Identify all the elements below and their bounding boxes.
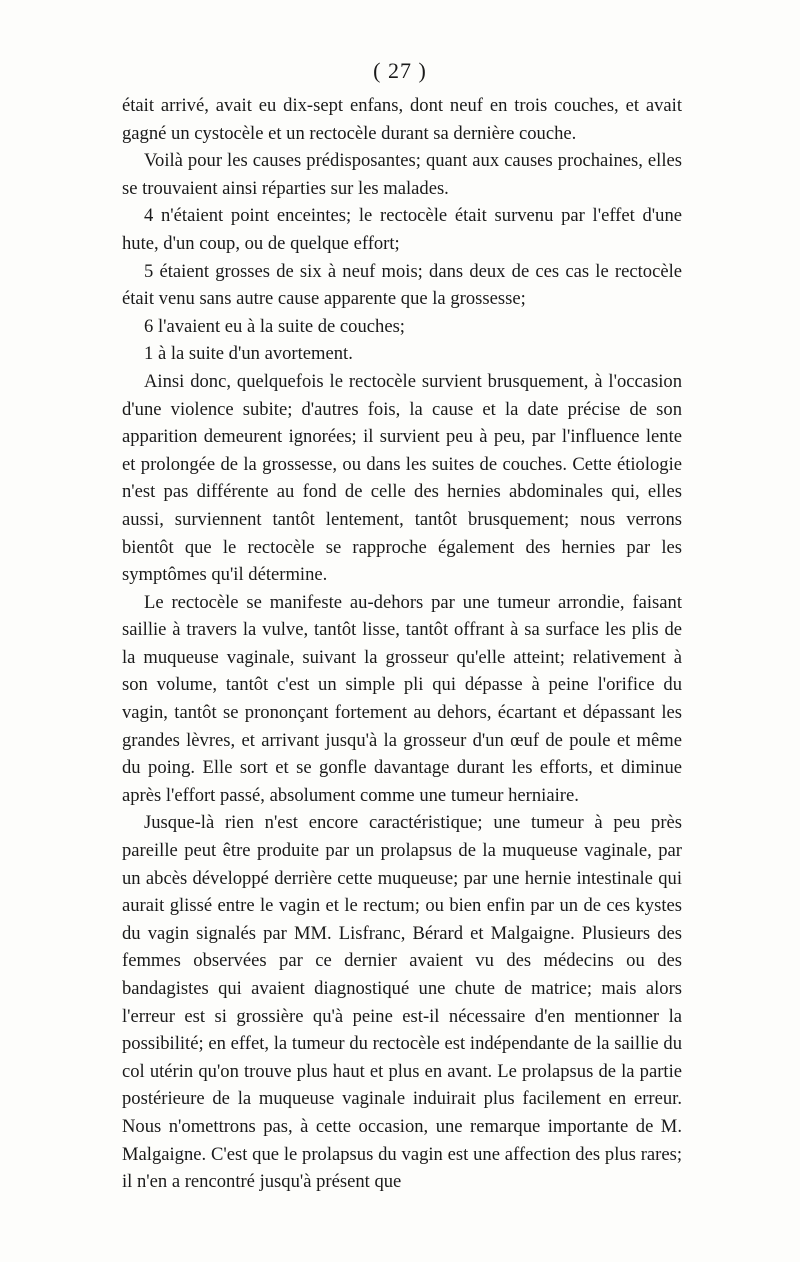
page-number: ( 27 ) xyxy=(373,58,427,83)
paragraph: Ainsi donc, quelquefois le rectocèle survient brusquement, à l'occasion d'une violence subite; d'autres fois, la cause et la date précise de son apparition demeurent ignorées; il survient peu à peu, par l'influence lente et prolongée de la grossesse, ou dans les suites de couches. Cette étiologie n'est pas différente au fond de celle des hernies abdominales qui, elles aussi, surviennent tantôt lentement, tantôt brusquement; nous verrons bientôt que le rectocèle se rapproche également des hernies par les symptômes qu'il détermine. xyxy=(122,370,682,586)
paragraph: était arrivé, avait eu dix-sept enfans, dont neuf en trois couches, et avait gagné un cystocèle et un rectocèle durant sa dernière couche. xyxy=(122,95,682,144)
paragraph: 4 n'étaient point enceintes; le rectocèle était survenu par l'effet d'une hute, d'un coup, ou de quelque effort; xyxy=(122,205,682,254)
paragraph: Le rectocèle se manifeste au-dehors par une tumeur arrondie, faisant saillie à travers la vulve, tantôt lisse, tantôt offrant à sa surface les plis de la muqueuse vaginale, suivant la grosseur qu'elle atteint; relativement à son volume, tantôt c'est un simple pli qui dépasse à peine l'orifice du vagin, tantôt se prononçant fortement au dehors, écartant et dépassant les grandes lèvres, et arrivant jusqu'à la grosseur d'un œuf de poule et même du poing. Elle sort et se gonfle davantage durant les efforts, et diminue après l'effort passé, absolument comme une tumeur herniaire. xyxy=(122,591,682,806)
paragraph: 6 l'avaient eu à la suite de couches; xyxy=(144,315,405,337)
paragraph: Voilà pour les causes prédisposantes; quant aux causes prochaines, elles se trouvaient ainsi réparties sur les malades. xyxy=(122,150,682,199)
paragraph: 5 étaient grosses de six à neuf mois; dans deux de ces cas le rectocèle était venu sans autre cause apparente que la grossesse; xyxy=(122,260,682,310)
body-text xyxy=(122,92,682,1196)
paragraph: 1 à la suite d'un avortement. xyxy=(144,343,353,365)
paragraph: Jusque-là rien n'est encore caractéristique; une tumeur à peu près pareille peut être produite par un prolapsus de la muqueuse vaginale, par un abcès développé derrière cette muqueuse; par une hernie intestinale qui aurait glissé entre le vagin et le rectum; ou bien enfin par un de ces kystes du vagin signalés par MM. Lisfranc, Bérard et Malgaigne. Plusieurs des femmes observées par ce dernier avaient vu des médecins ou des bandagistes qui avaient diagnostiqué une chute de matrice; mais alors l'erreur est si grossière qu'à peine est-il nécessaire d'en mentionner la possibilité; en effet, la tumeur du rectocèle est indépendante de la saillie du col utérin qu'on trouve plus haut et plus en avant. Le prolapsus de la partie postérieure de la muqueuse vaginale induirait plus facilement en erreur. Nous n'omettrons pas, à cette occasion, une remarque importante de M. Malgaigne. C'est que le prolapsus du vagin est une affection des plus rares; il n'en a rencontré jusqu'à présent que xyxy=(122,812,682,1193)
